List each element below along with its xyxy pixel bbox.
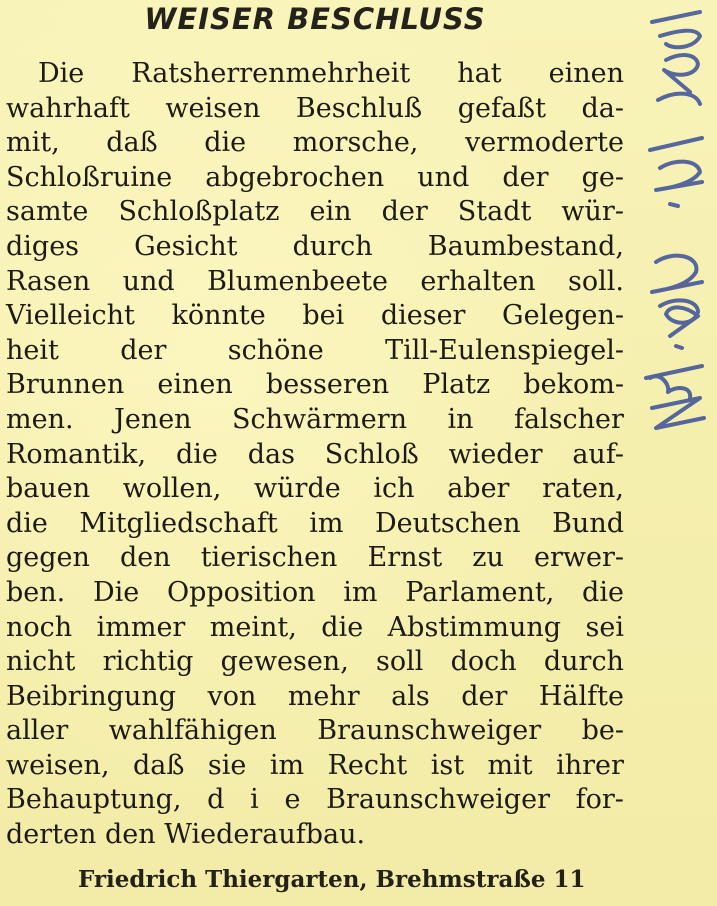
article-word: Behauptung, — [6, 784, 182, 816]
article-line — [6, 368, 624, 403]
article-word: d — [207, 784, 225, 816]
article-word: Baumbestand, — [427, 230, 624, 262]
article-word: morsche, — [292, 127, 419, 159]
article-word: Deutschen — [374, 507, 521, 539]
article-word: Recht — [327, 749, 408, 781]
article-line — [6, 818, 624, 853]
article-word: Beschluß — [295, 92, 423, 124]
article-word: meint, — [209, 611, 297, 643]
article-word: erwer- — [533, 542, 624, 574]
article-word: noch — [6, 611, 73, 643]
article-word: bei — [302, 300, 345, 332]
article-word: weisen, — [6, 749, 110, 781]
article-word: sei — [585, 611, 624, 643]
article-word: vermoderte — [464, 127, 624, 159]
article-word: zu — [472, 542, 504, 574]
article-word: Braunschweiger — [326, 784, 550, 816]
article-word: im — [343, 576, 378, 608]
article-word: auf- — [572, 438, 624, 470]
article-word: gegen — [6, 542, 90, 574]
article-line — [6, 749, 624, 784]
article-word: mehr — [287, 680, 360, 712]
article-word: immer — [96, 611, 186, 643]
article-word: den — [119, 542, 171, 574]
article-word: und — [417, 161, 470, 193]
article-word: Schloßplatz — [118, 196, 280, 228]
article-line — [6, 611, 624, 646]
article-line — [6, 195, 624, 230]
article-word: durch — [292, 230, 373, 262]
article-word: würde — [254, 473, 341, 505]
article-word: hat — [457, 58, 502, 89]
article-line — [6, 265, 624, 300]
article-word: nicht — [6, 646, 76, 678]
article-word: derten — [6, 819, 97, 851]
article-word: men. — [6, 403, 74, 435]
article-word: die — [175, 438, 218, 470]
article-line — [6, 541, 624, 576]
article-word: sie — [207, 749, 247, 781]
article-word: Beibringung — [6, 680, 177, 712]
article-word: einen — [157, 369, 233, 401]
article-word: ist — [430, 749, 465, 781]
article-line — [6, 680, 624, 715]
article-word: Gelegen- — [502, 300, 624, 332]
article-line — [6, 783, 624, 818]
article-word: Stadt — [457, 196, 532, 228]
article-word: Opposition — [166, 576, 316, 608]
article-word: und — [122, 265, 175, 297]
article-word: Jenen — [114, 403, 192, 435]
article-word: der — [381, 196, 428, 228]
article-word: mit — [487, 749, 533, 781]
article-word: Die — [38, 58, 85, 89]
article-title: WEISER BESCHLUSS — [144, 2, 486, 36]
article-word: die — [6, 507, 48, 539]
article-word: falscher — [513, 403, 624, 435]
article-word: ich — [373, 473, 415, 505]
article-word: die — [321, 611, 364, 643]
article-word: raten, — [542, 473, 624, 505]
article-word: abgebrochen — [205, 161, 385, 193]
article-word: Bund — [552, 507, 624, 539]
article-word: tierischen — [200, 542, 338, 574]
article-line — [6, 472, 624, 507]
article-word: bekom- — [523, 369, 624, 401]
article-word: diges — [6, 230, 80, 262]
article-word: da- — [581, 92, 624, 124]
article-word: erhalten — [420, 265, 536, 297]
article-word: Till-Eulenspiegel- — [385, 334, 624, 366]
article-word: wür- — [561, 196, 624, 228]
article-word: wahlfähigen — [108, 715, 277, 747]
article-word: Ratsherrenmehrheit — [131, 58, 411, 89]
article-word: Wiederaufbau. — [164, 819, 366, 851]
article-line — [6, 92, 624, 127]
article-word: samte — [6, 196, 89, 228]
article-word: Hälfte — [538, 680, 624, 712]
article-word: be- — [581, 715, 624, 747]
article-word: Platz — [422, 369, 491, 401]
article-word: soll — [376, 646, 424, 678]
article-word: doch — [450, 646, 517, 678]
article-word: der — [461, 680, 508, 712]
article-line — [6, 645, 624, 680]
article-line — [6, 438, 624, 473]
article-line — [6, 714, 624, 749]
article-word: wahrhaft — [6, 92, 130, 124]
article-word: aller — [6, 715, 69, 747]
article-word: daß — [106, 127, 158, 159]
article-word: die — [204, 127, 247, 159]
article-word: schöne — [227, 334, 324, 366]
article-word: for- — [575, 784, 624, 816]
article-word: i — [250, 784, 259, 816]
article-word: Rasen — [6, 265, 91, 297]
article-word: weisen — [165, 92, 261, 124]
article-word: daß — [133, 749, 185, 781]
article-word: im — [309, 507, 344, 539]
article-word: bauen — [6, 473, 91, 505]
article-line — [6, 507, 624, 542]
article-word: von — [207, 680, 257, 712]
article-word: wollen, — [122, 473, 222, 505]
article-word: Parlament, — [405, 576, 555, 608]
article-word: Braunschweiger — [317, 715, 542, 747]
article-word: Mitgliedschaft — [79, 507, 278, 539]
article-word: mit, — [6, 127, 60, 159]
article-word: Gesicht — [134, 230, 238, 262]
article-word: einen — [548, 58, 624, 89]
article-line — [6, 299, 624, 334]
article-word: heit — [6, 334, 59, 366]
article-line — [6, 576, 624, 611]
article-word: den — [104, 819, 156, 851]
article-line — [6, 161, 624, 196]
article-word: ein — [309, 196, 352, 228]
article-word: als — [391, 680, 430, 712]
article-word: gefaßt — [457, 92, 546, 124]
article-word: aber — [447, 473, 510, 505]
article-word: Schloßruine — [6, 161, 173, 193]
article-line — [6, 334, 624, 369]
article-word: Brunnen — [6, 369, 125, 401]
article-line — [6, 403, 624, 438]
article-word: ben. — [6, 576, 66, 608]
article-word: das — [247, 438, 295, 470]
article-line — [6, 126, 624, 161]
article-word: dieser — [380, 300, 466, 332]
article-word: Romantik, — [6, 438, 147, 470]
article-word: besseren — [265, 369, 390, 401]
article-word: Schloß — [324, 438, 419, 470]
article-word: ihrer — [556, 749, 624, 781]
author-signature: Friedrich Thiergarten, Brehmstraße 11 — [78, 866, 586, 893]
article-word: in — [447, 403, 474, 435]
article-word: richtig — [102, 646, 194, 678]
article-word: Blumenbeete — [207, 265, 388, 297]
article-line — [6, 230, 624, 265]
article-word: Vielleicht — [6, 300, 135, 332]
article-word: der — [502, 161, 549, 193]
article-body — [6, 57, 624, 853]
article-word: wieder — [448, 438, 543, 470]
article-word: Abstimmung — [387, 611, 562, 643]
article-word: e — [284, 784, 301, 816]
article-word: ge- — [581, 161, 624, 193]
article-word: soll. — [567, 265, 624, 297]
handwritten-date-note — [630, 0, 717, 440]
article-word: Schwärmern — [232, 403, 408, 435]
article-line — [6, 57, 624, 92]
article-word: die — [582, 576, 624, 608]
article-word: durch — [543, 646, 624, 678]
article-word: der — [120, 334, 167, 366]
article-word: im — [269, 749, 305, 781]
article-word: Die — [92, 576, 140, 608]
article-word: Ernst — [367, 542, 443, 574]
article-word: könnte — [171, 300, 266, 332]
article-word: gewesen, — [220, 646, 349, 678]
